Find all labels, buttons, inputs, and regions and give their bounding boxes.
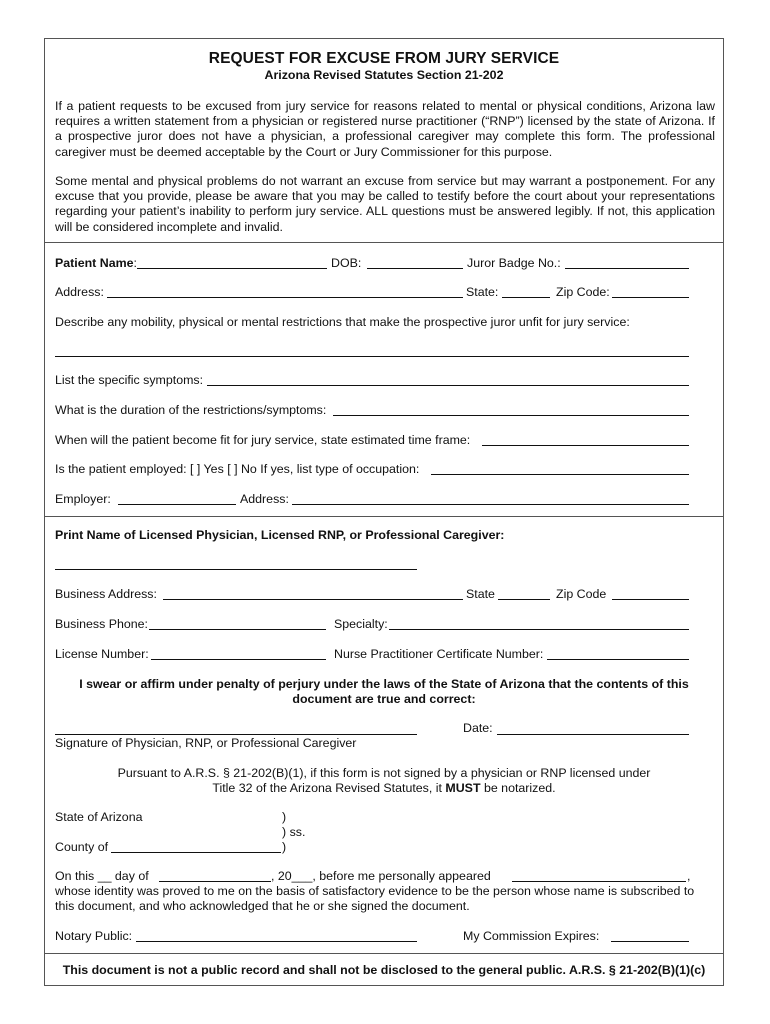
restrictions-field[interactable] (55, 356, 689, 357)
juror-badge-label: Juror Badge No.: (467, 256, 561, 270)
intro-paragraph-1: If a patient requests to be excused from jury service for reasons related to mental or physical conditions, Arizona law requires a written statement from a physician or registered nurse practitioner (“RNP”) licensed by the state of Arizona. If a prospective juror does not have a physician, a professional caregiver may complete this form. The professional caregiver must be deemed acceptable by the Court or Jury Commissioner for this purpose. (55, 99, 715, 159)
business-state-label: State (466, 587, 495, 601)
provider-print-name-field[interactable] (55, 569, 417, 570)
fit-timeframe-label: When will the patient become fit for jury service, state estimated time frame: (55, 433, 471, 447)
appeared-name-field[interactable] (512, 881, 686, 882)
notary-public-field[interactable] (136, 941, 417, 942)
footer-notice: This document is not a public record and shall not be disclosed to the general public. A.R.S. § 21-202(B)(1)(c) (62, 963, 706, 977)
notary-public-label: Notary Public: (55, 929, 133, 943)
provider-print-name-label: Print Name of Licensed Physician, Licensed RNP, or Professional Caregiver: (55, 528, 505, 542)
duration-label: What is the duration of the restrictions/symptoms: (55, 403, 327, 417)
ss-label: ) ss. (282, 825, 306, 839)
employer-label: Employer: (55, 492, 111, 506)
specialty-label: Specialty: (334, 617, 388, 631)
np-certificate-label: Nurse Practitioner Certificate Number: (334, 647, 544, 661)
date-field[interactable] (497, 734, 689, 735)
county-field[interactable] (111, 852, 281, 853)
business-phone-field[interactable] (149, 629, 326, 630)
state-of-arizona-label: State of Arizona (55, 810, 143, 824)
section-divider (45, 953, 723, 954)
commission-expires-label: My Commission Expires: (463, 929, 600, 943)
state-label: State: (466, 285, 499, 299)
employment-label: Is the patient employed: [ ] Yes [ ] No If yes, list type of occupation: (55, 462, 420, 476)
bracket-top: ) (282, 810, 287, 824)
signature-label: Signature of Physician, RNP, or Professional Caregiver (55, 736, 357, 750)
section-divider (45, 516, 723, 517)
county-of-label: County of (55, 840, 109, 854)
identity-line-2: this document, and who acknowledged that he or she signed the document. (55, 899, 470, 913)
form-subtitle: Arizona Revised Statutes Section 21-202 (264, 68, 504, 82)
identity-line-1: whose identity was proved to me on the basis of satisfactory evidence to be the person whose name is subscribed to (55, 884, 695, 898)
business-address-field[interactable] (163, 599, 463, 600)
address-field[interactable] (107, 297, 463, 298)
zip-code-field[interactable] (612, 297, 689, 298)
address-label: Address: (55, 285, 104, 299)
month-field[interactable] (159, 881, 271, 882)
patient-name-label: Patient Name: (55, 256, 137, 270)
state-field[interactable] (502, 297, 550, 298)
signature-field[interactable] (55, 734, 417, 735)
business-phone-label: Business Phone: (55, 617, 148, 631)
oath-line-2: document are true and correct: (292, 692, 476, 706)
oath-line-1: I swear or affirm under penalty of perjury under the laws of the State of Arizona that the contents of this (79, 677, 689, 691)
duration-field[interactable] (333, 415, 689, 416)
restrictions-label: Describe any mobility, physical or mental restrictions that make the prospective juror unfit for jury service: (55, 315, 630, 329)
pursuant-line-2: Title 32 of the Arizona Revised Statutes, it MUST be notarized. (212, 781, 556, 795)
year-appeared-label: , 20___, before me personally appeared (271, 869, 491, 883)
license-number-field[interactable] (151, 659, 326, 660)
form-title: REQUEST FOR EXCUSE FROM JURY SERVICE (208, 50, 560, 67)
symptoms-label: List the specific symptoms: (55, 373, 204, 387)
np-certificate-field[interactable] (547, 659, 689, 660)
pursuant-line-1: Pursuant to A.R.S. § 21-202(B)(1), if this form is not signed by a physician or RNP licensed under (117, 766, 651, 780)
juror-badge-field[interactable] (565, 268, 689, 269)
bracket-bottom: ) (282, 840, 287, 854)
business-address-label: Business Address: (55, 587, 157, 601)
employer-field[interactable] (118, 504, 236, 505)
dob-field[interactable] (367, 268, 463, 269)
commission-expires-field[interactable] (611, 941, 689, 942)
section-divider (45, 242, 723, 243)
fit-timeframe-field[interactable] (482, 445, 689, 446)
intro-paragraph-2: Some mental and physical problems do not warrant an excuse from service but may warrant a postponement. For any excuse that you provide, please be aware that you may be called to testify before the court about your representations regarding your patient’s inability to perform jury service. ALL questions must be answered legibly. If not, this application will be considered incomplete and invalid. (55, 174, 715, 234)
line-end-comma: , (687, 869, 691, 883)
business-zip-label: Zip Code (556, 587, 607, 601)
symptoms-field[interactable] (207, 385, 689, 386)
specialty-field[interactable] (389, 629, 689, 630)
employer-address-field[interactable] (292, 504, 689, 505)
dob-label: DOB: (331, 256, 362, 270)
on-this-day-label: On this __ day of (55, 869, 149, 883)
date-label: Date: (463, 721, 493, 735)
employer-address-label: Address: (240, 492, 289, 506)
business-zip-field[interactable] (612, 599, 689, 600)
patient-name-field[interactable] (137, 268, 327, 269)
zip-code-label: Zip Code: (556, 285, 610, 299)
occupation-field[interactable] (431, 474, 689, 475)
license-number-label: License Number: (55, 647, 149, 661)
form-frame (44, 38, 724, 986)
business-state-field[interactable] (498, 599, 550, 600)
